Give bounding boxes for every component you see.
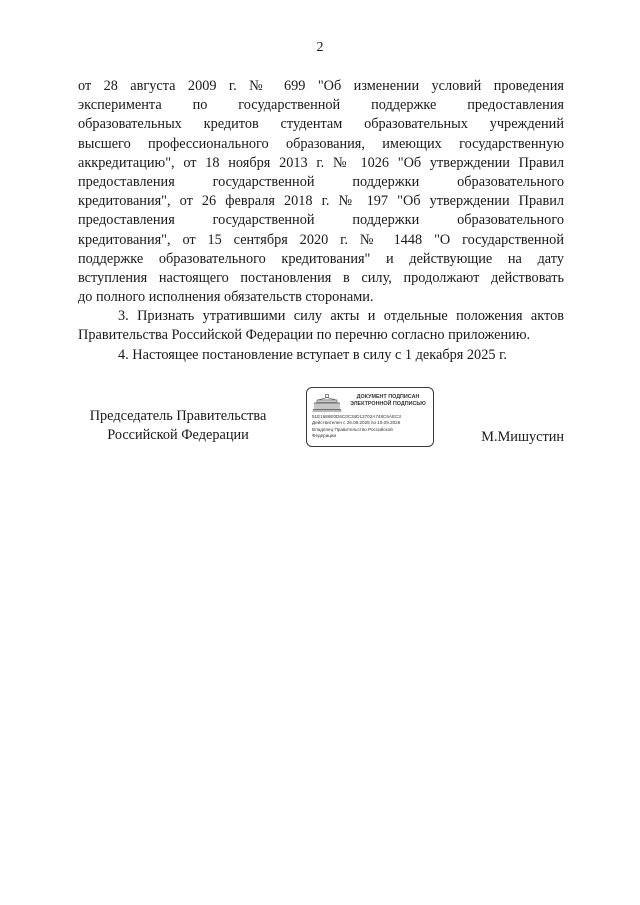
body-line: вступления настоящего постановления в силу, продолжают действовать bbox=[78, 269, 564, 286]
certificate-number: 51E1686E0D6C0C34D13702A748C6AEC3 bbox=[312, 414, 401, 419]
validity-period: Действителен с 26.06.2025 по 19.09.2026 bbox=[312, 420, 401, 426]
body-line: поддержке образовательного кредитования" и действующие на дату bbox=[78, 250, 564, 267]
body-line: от 28 августа 2009 г. № 699 "Об изменении условий проведения bbox=[78, 78, 564, 94]
stamp-details bbox=[312, 414, 430, 440]
body-line: кредитования", от 15 сентября 2020 г. № 1448 "О государственной bbox=[78, 231, 564, 248]
government-building-icon bbox=[312, 394, 342, 412]
body-line: аккредитацию", от 18 ноября 2013 г. № 1026 "Об утверждении Правил bbox=[78, 154, 564, 171]
body-line: образовательных кредитов студентам образовательных учреждений bbox=[78, 116, 564, 133]
page-number: 2 bbox=[316, 40, 324, 55]
stamp-heading bbox=[345, 394, 431, 407]
body-line: высшего профессионального образования, имеющих государственную bbox=[78, 135, 564, 152]
stamp-heading-line: ЭЛЕКТРОННОЙ ПОДПИСЬЮ bbox=[350, 400, 426, 407]
certificate-owner: Владелец Правительство Российской bbox=[312, 426, 393, 432]
stamp-heading-line: ДОКУМЕНТ ПОДПИСАН bbox=[356, 394, 420, 400]
signatory-title-line: Председатель Правительства bbox=[89, 408, 267, 424]
electronic-signature-stamp bbox=[306, 387, 434, 447]
document-body bbox=[78, 77, 564, 365]
signatory-title-line: Российской Федерации bbox=[107, 427, 249, 444]
body-line: эксперимента по государственной поддержке предоставления bbox=[78, 97, 564, 114]
body-line: до полного исполнения обязательств сторонами. bbox=[78, 289, 374, 306]
signatory-name: М.Мишустин bbox=[481, 429, 564, 445]
body-line: предоставления государственной поддержки образовательного bbox=[78, 212, 564, 229]
paragraph-3-line: Правительства Российской Федерации по перечню согласно приложению. bbox=[78, 327, 531, 344]
body-line: кредитования", от 26 февраля 2018 г. № 197 "Об утверждении Правил bbox=[78, 193, 564, 210]
signatory-title bbox=[78, 407, 278, 445]
paragraph-3-line: 3. Признать утратившими силу акты и отдельные положения актов bbox=[118, 308, 564, 325]
certificate-owner: Федерации bbox=[312, 433, 337, 439]
body-line: предоставления государственной поддержки образовательного bbox=[78, 173, 564, 190]
paragraph-4-line: 4. Настоящее постановление вступает в силу с 1 декабря 2025 г. bbox=[118, 346, 507, 363]
